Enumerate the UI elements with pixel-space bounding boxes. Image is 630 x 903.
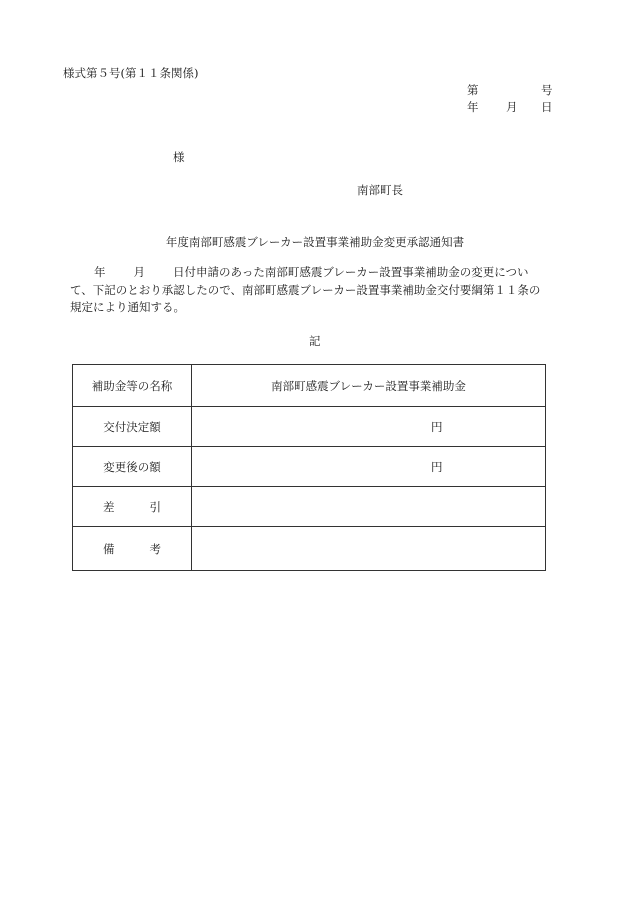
- table-row: [73, 487, 546, 527]
- yen-unit: 円: [431, 419, 443, 434]
- form-number: 様式第５号(第１１条関係): [63, 66, 199, 80]
- row-value: [192, 407, 546, 447]
- recipient-honorific: 様: [173, 150, 185, 164]
- row-value: [192, 527, 546, 571]
- row-value: [192, 487, 546, 527]
- subsidy-info-table: [72, 364, 546, 571]
- date-month-label: 月: [506, 100, 518, 114]
- issuer-name: 南部町長: [357, 183, 403, 197]
- table-row: [73, 527, 546, 571]
- body-paragraph: [70, 264, 550, 317]
- table-row: [73, 365, 546, 407]
- body-text: 日付申請のあった南部町感震ブレーカー設置事業補助金の変更について、下記のとおり承認したので、南部町感震ブレーカー設置事業補助金交付要綱第１１条の規定により通知する。: [70, 265, 541, 314]
- yen-unit: 円: [431, 459, 443, 474]
- row-label-text: 備考: [103, 541, 161, 556]
- row-value: 南部町感震ブレーカー設置事業補助金: [192, 365, 546, 407]
- table-row: [73, 407, 546, 447]
- date-day-label: 日: [541, 100, 553, 114]
- ki-heading: 記: [309, 334, 321, 348]
- row-value: [192, 447, 546, 487]
- document-title: 年度南部町感震ブレーカー設置事業補助金変更承認通知書: [165, 235, 465, 249]
- body-year-label: 年: [94, 265, 106, 279]
- document-number-suffix: 号: [541, 83, 553, 97]
- row-label: [73, 487, 192, 527]
- date-year-label: 年: [467, 100, 479, 114]
- document-number-label: 第: [467, 83, 479, 97]
- row-label: [73, 527, 192, 571]
- table-row: [73, 447, 546, 487]
- row-label: 変更後の額: [73, 447, 192, 487]
- body-month-label: 月: [133, 265, 145, 279]
- row-label: 補助金等の名称: [73, 365, 192, 407]
- row-label-text: 差引: [103, 499, 161, 514]
- row-label: 交付決定額: [73, 407, 192, 447]
